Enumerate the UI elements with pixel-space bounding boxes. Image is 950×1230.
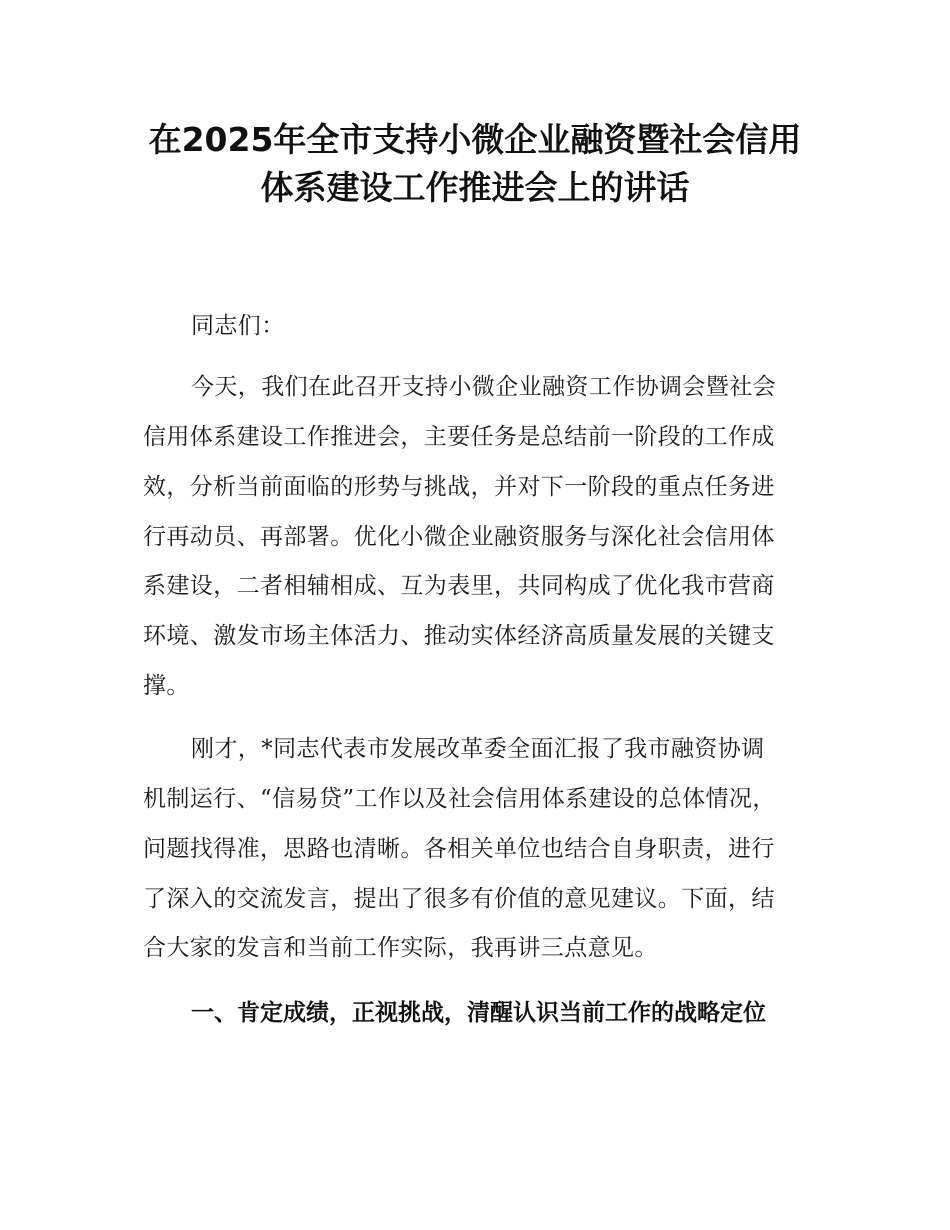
- paragraph-line: 合大家的发言和当前工作实际，我再讲三点意见。: [143, 935, 658, 961]
- document-title-line-2: 体系建设工作推进会上的讲话: [260, 168, 690, 207]
- paragraph-line: 系建设，二者相辅相成、互为表里，共同构成了优化我市营商: [143, 573, 775, 599]
- salutation: 同志们：: [191, 313, 285, 339]
- paragraph-line: 机制运行、“信易贷”工作以及社会信用体系建设的总体情况，: [143, 786, 776, 812]
- paragraph-line: 今天，我们在此召开支持小微企业融资工作协调会暨社会: [191, 374, 776, 400]
- paragraph-line: 刚才，*同志代表市发展改革委全面汇报了我市融资协调: [191, 736, 765, 762]
- paragraph-line: 行再动员、再部署。优化小微企业融资服务与深化社会信用体: [143, 524, 775, 550]
- paragraph-line: 问题找得准，思路也清晰。各相关单位也结合自身职责，进行: [143, 836, 775, 862]
- section-heading: 一、肯定成绩，正视挑战，清醒认识当前工作的战略定位: [191, 1000, 766, 1026]
- document-title-line-1: 在2025年全市支持小微企业融资暨社会信用: [148, 120, 802, 159]
- paragraph-line: 环境、激发市场主体活力、推动实体经济高质量发展的关键支: [143, 623, 775, 649]
- paragraph-line: 撑。: [143, 673, 190, 699]
- paragraph-line: 信用体系建设工作推进会，主要任务是总结前一阶段的工作成: [143, 424, 775, 450]
- paragraph-line: 了深入的交流发言，提出了很多有价值的意见建议。下面，结: [143, 886, 775, 912]
- paragraph-line: 效，分析当前面临的形势与挑战，并对下一阶段的重点任务进: [143, 474, 775, 500]
